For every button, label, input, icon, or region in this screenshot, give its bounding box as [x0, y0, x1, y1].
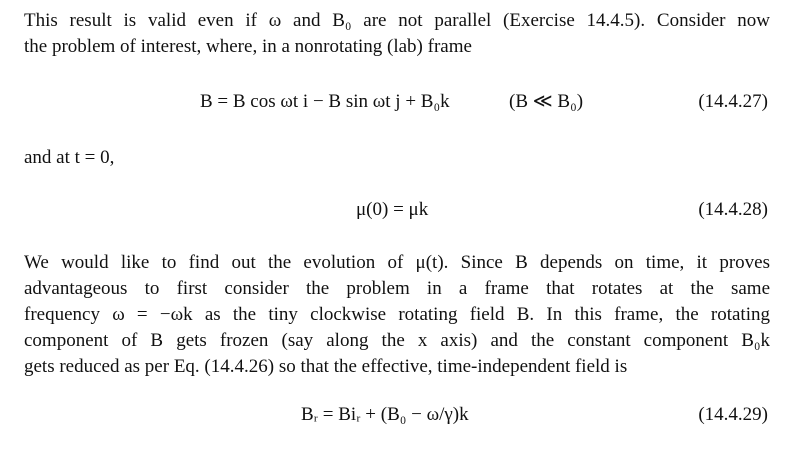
equation-14-4-29 [0, 402, 800, 428]
paragraph-line: component of B gets frozen (say along the x axis) and the constant component B₀k [24, 330, 770, 351]
equation-number: (14.4.29) [698, 404, 768, 425]
paragraph-line: frequency ω = −ωk as the tiny clockwise rotating field B. In this frame, the rotating [24, 304, 770, 325]
paragraph-line: This result is valid even if ω and B₀ are not parallel (Exercise 14.4.5). Consider now [24, 10, 770, 31]
paragraph-initial-condition [24, 145, 770, 171]
equation-condition: (B ≪ B₀) [509, 91, 584, 112]
paragraph-line: and at t = 0, [24, 147, 115, 168]
paragraph-intro [24, 8, 770, 60]
equation-expression: μ(0) = μk [356, 199, 429, 220]
equation-expression: B = B cos ωt i − B sin ωt j + B₀k [200, 91, 450, 112]
paragraph-line: advantageous to first consider the problem in a frame that rotates at the same [24, 278, 770, 299]
paragraph-line: gets reduced as per Eq. (14.4.26) so that the effective, time-independent field is [24, 356, 628, 377]
equation-expression: Bᵣ = Biᵣ + (B₀ − ω/γ)k [301, 404, 469, 425]
equation-number: (14.4.27) [698, 91, 768, 112]
paragraph-rotating-frame [24, 250, 770, 380]
paragraph-line: We would like to find out the evolution of μ(t). Since B depends on time, it proves [24, 252, 770, 273]
equation-number: (14.4.28) [698, 199, 768, 220]
paragraph-line: the problem of interest, where, in a nonrotating (lab) frame [24, 36, 472, 57]
equation-14-4-27 [0, 89, 800, 115]
equation-14-4-28 [0, 197, 800, 223]
